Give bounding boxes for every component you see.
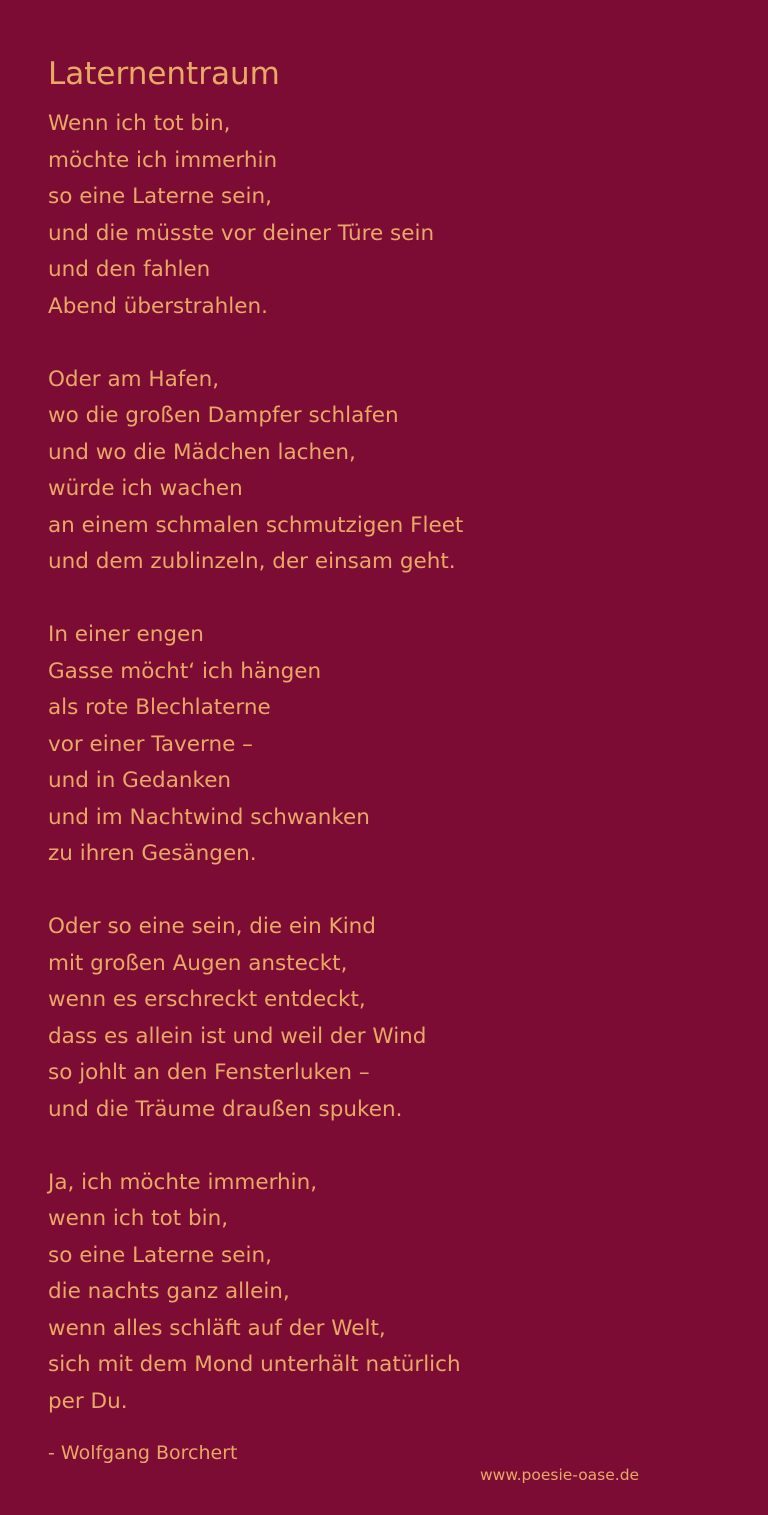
stanza-2	[48, 362, 728, 581]
verse-line: so eine Laterne sein,	[48, 184, 272, 209]
stanza-5	[48, 1165, 728, 1421]
verse-line: Gasse möcht‘ ich hängen	[48, 658, 322, 684]
verse-line: Ja, ich möchte immerhin,	[48, 1169, 318, 1195]
verse-line: wo die großen Dampfer schlafen	[48, 403, 399, 428]
verse-line: und die müsste vor deiner Türe sein	[48, 220, 435, 246]
verse-line: und den fahlen	[48, 257, 211, 282]
verse-line: wenn es erschreckt entdeckt,	[48, 987, 366, 1012]
verse-line: vor einer Taverne –	[48, 731, 253, 757]
poem-author: - Wolfgang Borchert	[48, 1442, 238, 1464]
verse-line: wenn alles schläft auf der Welt,	[48, 1315, 386, 1341]
verse-line: dass es allein ist und weil der Wind	[48, 1023, 427, 1049]
stanza-1	[48, 106, 728, 325]
poem-title: Laternentraum	[48, 56, 280, 92]
verse-line: Oder so eine sein, die ein Kind	[48, 914, 376, 939]
verse-line: wenn ich tot bin,	[48, 1206, 229, 1231]
verse-line: In einer engen	[48, 622, 204, 647]
poem-body	[48, 106, 728, 1420]
verse-line: so johlt an den Fensterluken –	[48, 1060, 370, 1085]
verse-line: und dem zublinzeln, der einsam geht.	[48, 549, 456, 574]
verse-line: und im Nachtwind schwanken	[48, 804, 370, 830]
verse-line: Abend überstrahlen.	[48, 293, 268, 319]
verse-line: Wenn ich tot bin,	[48, 111, 231, 136]
verse-line: so eine Laterne sein,	[48, 1242, 272, 1268]
verse-line: Oder am Hafen,	[48, 366, 220, 392]
verse-line: die nachts ganz allein,	[48, 1279, 290, 1304]
verse-line: als rote Blechlaterne	[48, 695, 271, 720]
stanza-4	[48, 909, 728, 1128]
verse-line: per Du.	[48, 1388, 128, 1414]
verse-line: sich mit dem Mond unterhält natürlich	[48, 1352, 461, 1377]
verse-line: möchte ich immerhin	[48, 147, 278, 173]
verse-line: zu ihren Gesängen.	[48, 841, 257, 866]
verse-line: und in Gedanken	[48, 768, 232, 793]
stanza-3	[48, 617, 728, 873]
verse-line: mit großen Augen ansteckt,	[48, 950, 348, 976]
verse-line: an einem schmalen schmutzigen Fleet	[48, 512, 464, 538]
verse-line: würde ich wachen	[48, 476, 243, 501]
website-credit: www.poesie-oase.de	[480, 1466, 640, 1484]
verse-line: und die Träume draußen spuken.	[48, 1096, 403, 1122]
verse-line: und wo die Mädchen lachen,	[48, 439, 356, 465]
